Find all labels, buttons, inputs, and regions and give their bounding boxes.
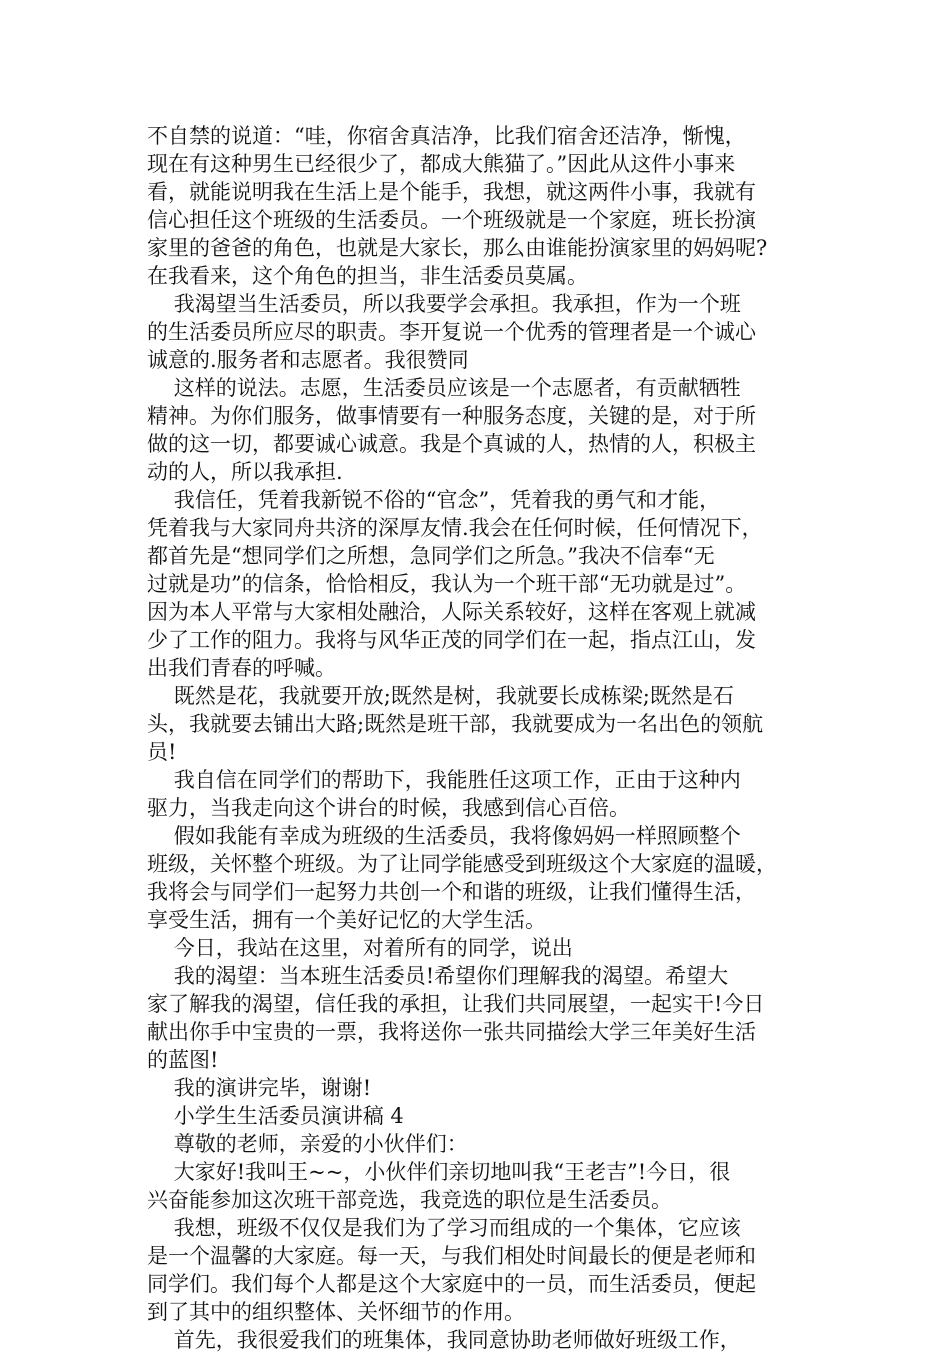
paragraph: 不自禁的说道：“哇，你宿舍真洁净，比我们宿舍还洁净，惭愧， 现在有这种男生已经很少了，都成大熊猫了。”因此从这件小事来 看，就能说明我在生活上是个能手，我想，就这两件小事，我就有 信心担任这个班级的生活委员。一个班级就是一个家庭，班长扮演 家里的爸爸的角色，也就是大家长，那么由谁能扮演家里的妈妈呢? 在我看来，这个角色的担当，非生活委员莫属。 — [147, 124, 768, 288]
paragraph: 我渴望当生活委员，所以我要学会承担。我承担，作为一个班 的生活委员所应尽的职责。李开复说一个优秀的管理者是一个诚心 诚意的.服务者和志愿者。我很赞同 — [147, 292, 756, 372]
paragraph: 假如我能有幸成为班级的生活委员，我将像妈妈一样照顾整个 班级，关怀整个班级。为了让同学能感受到班级这个大家庭的温暖， 我将会与同学们一起努力共创一个和谐的班级，让我们懂得生活， 享受生活，拥有一个美好记忆的大学生活。 — [147, 824, 777, 932]
salutation: 尊敬的老师，亲爱的小伙伴们： — [147, 1132, 468, 1156]
paragraph: 我的渴望：当本班生活委员!希望你们理解我的渴望。希望大 家了解我的渴望，信任我的承担，让我们共同展望，一起实干!今日 献出你手中宝贵的一票，我将送你一张共同描绘大学三年美好生活 的蓝图! — [147, 964, 765, 1072]
document-body — [147, 122, 827, 1354]
paragraph: 既然是花，我就要开放;既然是树，我就要长成栋梁;既然是石 头，我就要去铺出大路;既然是班干部，我就要成为一名出色的领航 员! — [147, 684, 764, 764]
paragraph: 我自信在同学们的帮助下，我能胜任这项工作，正由于这种内 驱力，当我走向这个讲台的时候，我感到信心百倍。 — [147, 768, 741, 820]
paragraph: 首先，我很爱我们的班集体，我同意协助老师做好班级工作， — [147, 1328, 741, 1352]
paragraph: 今日，我站在这里，对着所有的同学，说出 — [147, 936, 573, 960]
paragraph: 我想，班级不仅仅是我们为了学习而组成的一个集体，它应该 是一个温馨的大家庭。每一天，与我们相处时间最长的便是老师和 同学们。我们每个人都是这个大家庭中的一员，而生活委员，便起 到了其中的组织整体、关怀细节的作用。 — [147, 1216, 756, 1324]
paragraph: 我的演讲完毕，谢谢! — [147, 1076, 372, 1100]
paragraph: 大家好!我叫王~~，小伙伴们亲切地叫我“王老吉”!今日，很 兴奋能参加这次班干部竞选，我竞选的职位是生活委员。 — [147, 1160, 731, 1212]
paragraph: 这样的说法。志愿，生活委员应该是一个志愿者，有贡献牺牲 精神。为你们服务，做事情要有一种服务态度，关键的是，对于所 做的这一切，都要诚心诚意。我是个真诚的人，热情的人，积极主 动的人，所以我承担. — [147, 376, 756, 484]
section-heading: 小学生生活委员演讲稿 4 — [147, 1104, 404, 1128]
paragraph: 我信任，凭着我新锐不俗的“官念”，凭着我的勇气和才能， 凭着我与大家同舟共济的深厚友情.我会在任何时候，任何情况下， 都首先是“想同学们之所想，急同学们之所急。”我决不信奉“无 过就是功”的信条，恰恰相反，我认为一个班干部“无功就是过”。 因为本人平常与大家相处融洽，人际关系较好，这样在客观上就减 少了工作的阻力。我将与风华正茂的同学们在一起，指点江山，发 出我们青春的呼喊。 — [147, 488, 763, 680]
